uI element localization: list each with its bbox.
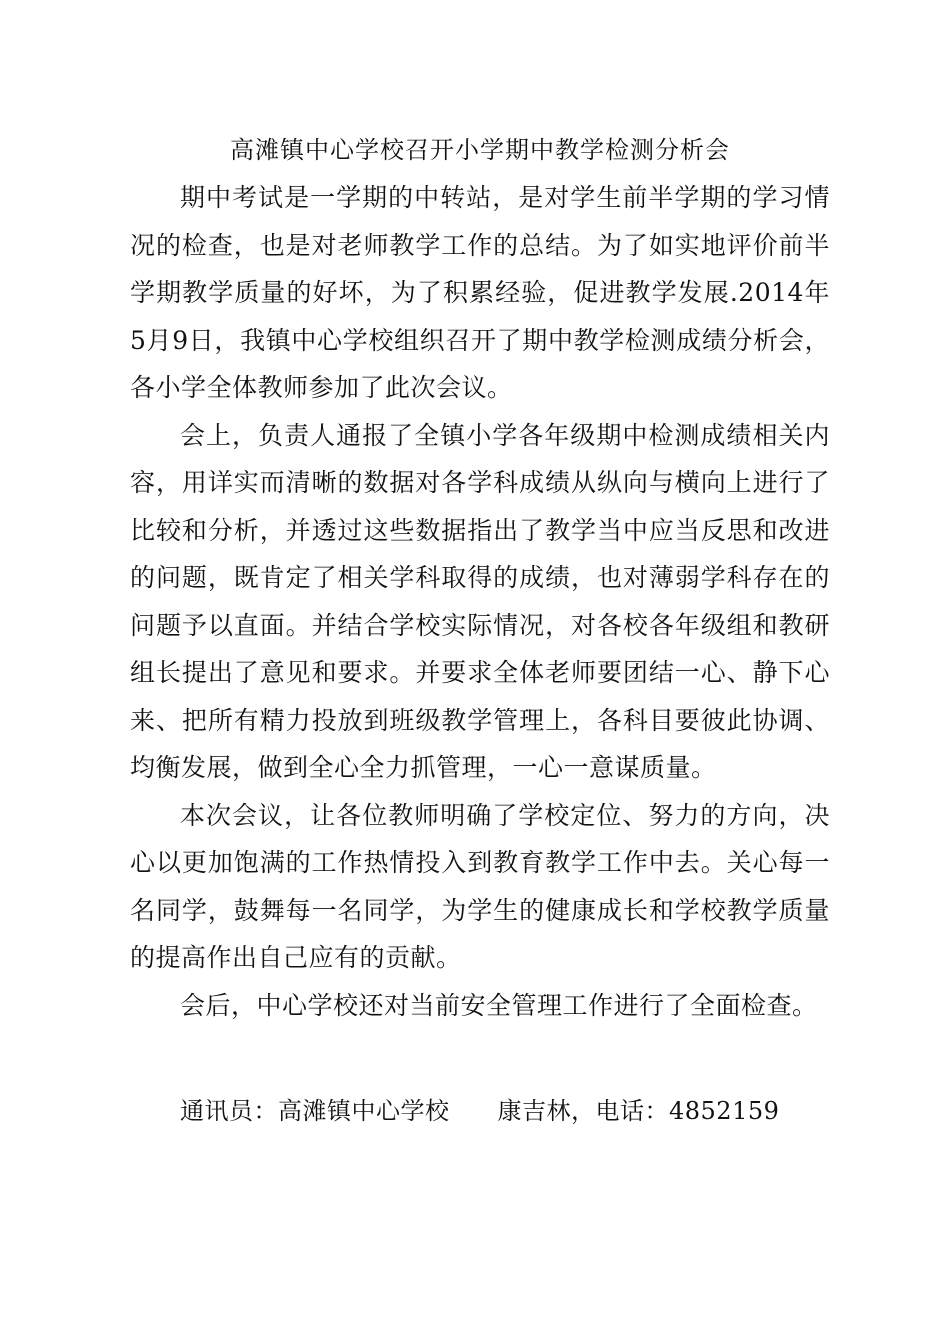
paragraph-intro: 期中考试是一学期的中转站，是对学生前半学期的学习情况的检查，也是对老师教学工作的总结。为了如实地评价前半学期教学质量的好坏，为了积累经验，促进教学发展.2014年5月9日，我镇中心学校组织召开了期中教学检测成绩分析会，各小学全体教师参加了此次会议。 — [130, 183, 830, 402]
paragraph-outcome: 本次会议，让各位教师明确了学校定位、努力的方向，决心以更加饱满的工作热情投入到教育教学工作中去。关心每一名同学，鼓舞每一名同学，为学生的健康成长和学校教学质量的提高作出自己应有的贡献。 — [130, 800, 830, 972]
document-page — [130, 128, 830, 1133]
document-title: 高滩镇中心学校召开小学期中教学检测分析会 — [230, 136, 730, 164]
paragraph-afterward: 会后，中心学校还对当前安全管理工作进行了全面检查。 — [180, 990, 818, 1020]
reporter-label: 通讯员：高滩镇中心学校 — [180, 1097, 450, 1125]
reporter-line — [130, 1089, 830, 1133]
reporter-contact: 康吉林，电话：4852159 — [497, 1097, 780, 1125]
paragraph-meeting: 会上，负责人通报了全镇小学各年级期中检测成绩相关内容，用详实而清晰的数据对各学科成绩从纵向与横向上进行了比较和分析，并透过这些数据指出了教学当中应当反思和改进的问题，既肯定了相关学科取得的成绩，也对薄弱学科存在的问题予以直面。并结合学校实际情况，对各校各年级组和教研组长提出了意见和要求。并要求全体老师要团结一心、静下心来、把所有精力投放到班级教学管理上，各科目要彼此协调、均衡发展，做到全心全力抓管理，一心一意谋质量。 — [130, 420, 830, 782]
